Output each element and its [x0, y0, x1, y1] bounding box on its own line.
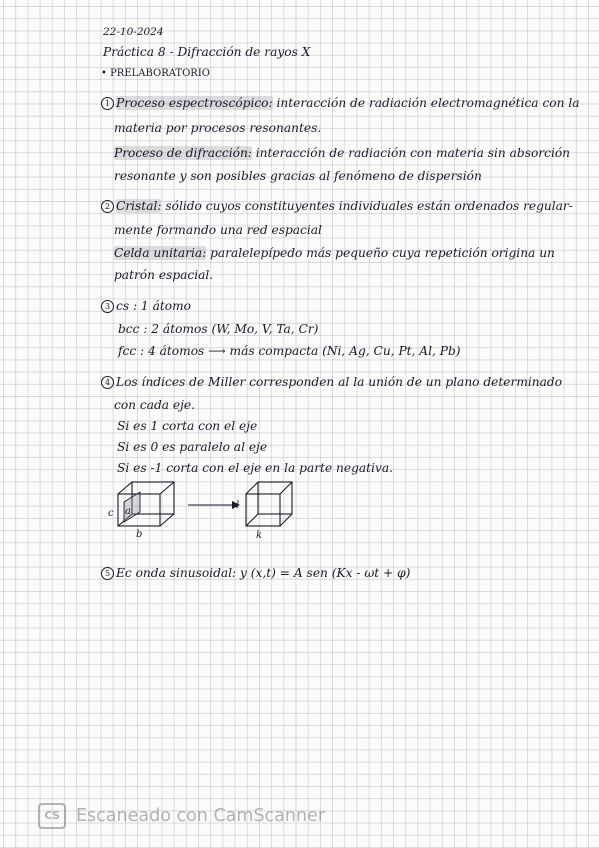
q1-line-1: 1 Proceso espectroscópico: interacción de radiación electromagnética con la	[101, 96, 580, 110]
q5-number: 5	[101, 567, 114, 580]
q4-line-1: 4 Los índices de Miller corresponden al la unión de un plano determinado	[101, 375, 562, 389]
q1-term-2: Proceso de difracción:	[114, 146, 252, 160]
q1-number: 1	[101, 97, 114, 110]
diagram-label-k: k	[256, 530, 263, 541]
q1-line-4: resonante y son posibles gracias al fenómeno de dispersión	[114, 169, 482, 183]
q2-line-2: mente formando una red espacial	[114, 223, 322, 237]
q4-line-4: Si es 0 es paralelo al eje	[117, 440, 268, 454]
cube-right	[246, 482, 292, 526]
diagram-label-c: c	[108, 508, 114, 519]
q4-line-2: con cada eje.	[114, 398, 195, 412]
diagram-label-a: a	[125, 506, 131, 517]
q3-line-2: bcc : 2 átomos (W, Mo, V, Ta, Cr)	[118, 322, 319, 336]
camscanner-watermark	[38, 803, 325, 829]
q1-line-3: Proceso de difracción: interacción de radiación con materia sin absorción	[114, 146, 571, 160]
diagram-label-b: b	[136, 529, 143, 540]
q3-line-1: 3 cs : 1 átomo	[101, 299, 191, 313]
q2-number: 2	[101, 200, 114, 213]
q2-term-1: Cristal:	[116, 199, 162, 213]
date: 22-10-2024	[103, 26, 164, 38]
camscanner-logo-icon: CS	[38, 803, 66, 829]
section-heading: • PRELABORATORIO	[101, 68, 210, 79]
q4-number: 4	[101, 376, 114, 389]
q1-term-1: Proceso espectroscópico:	[116, 96, 273, 110]
q2-line-1: 2 Cristal: sólido cuyos constituyentes individuales están ordenados regular-	[101, 199, 573, 213]
diagram-label-l: l	[236, 500, 240, 511]
q5-line-1: 5 Ec onda sinusoidal: y (x,t) = A sen (Kx - ωt + φ)	[101, 566, 410, 580]
q3-line-3: fcc : 4 átomos ⟶ más compacta (Ni, Ag, Cu, Pt, Al, Pb)	[118, 344, 461, 358]
q4-line-3: Si es 1 corta con el eje	[117, 419, 258, 433]
q3-number: 3	[101, 300, 114, 313]
page-title: Práctica 8 - Difracción de rayos X	[103, 45, 311, 59]
q1-line-2: materia por procesos resonantes.	[114, 121, 322, 135]
q2-line-3: Celda unitaria: paralelepípedo más pequeño cuya repetición origina un	[114, 246, 555, 260]
q2-term-2: Celda unitaria:	[114, 246, 207, 260]
watermark-text: Escaneado con CamScanner	[76, 806, 326, 826]
q4-line-5: Si es -1 corta con el eje en la parte negativa.	[117, 461, 393, 475]
q2-line-4: patrón espacial.	[114, 268, 214, 282]
